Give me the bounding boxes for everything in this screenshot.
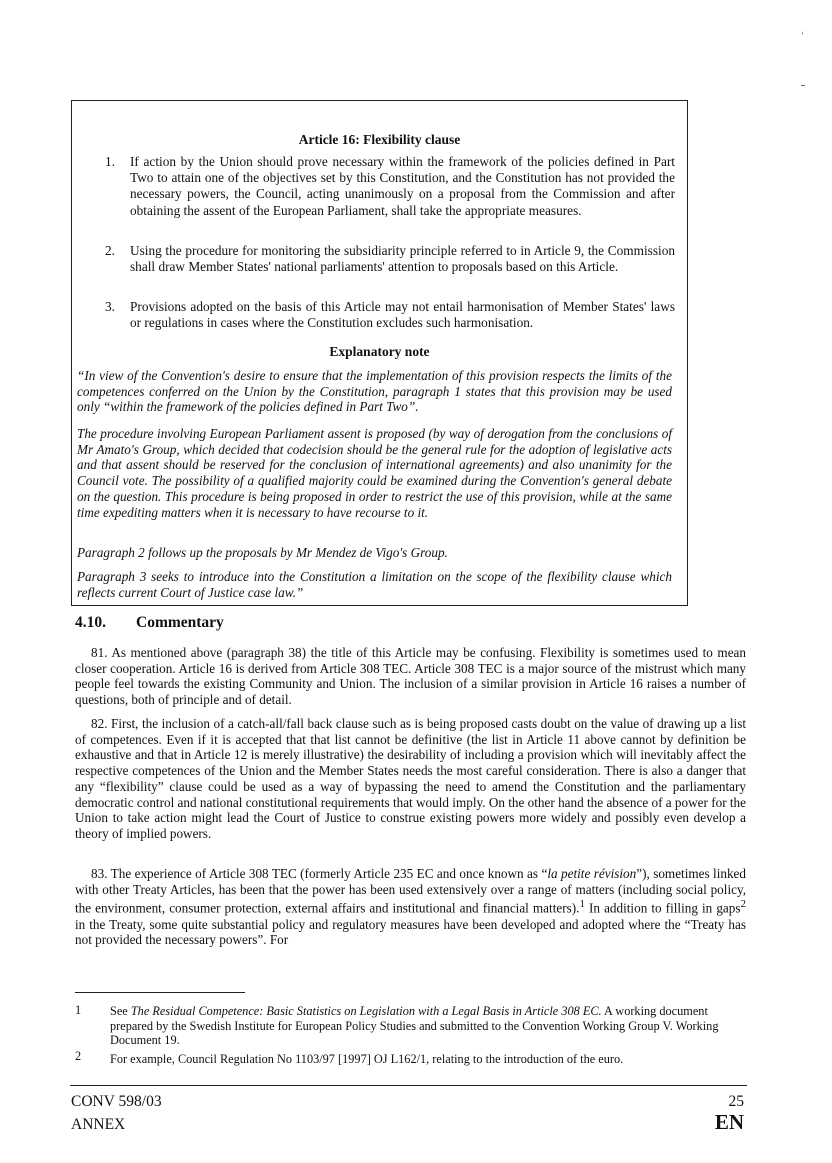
language-code: EN xyxy=(714,1110,744,1134)
item-number: 3. xyxy=(105,299,115,314)
item-text: If action by the Union should prove necessary within the framework of the policies defined in Part Two to attain one of the objectives set by this Constitution, and the Constitution has not provided the necessary powers, the Council, acting unanimously on a proposal from the Commission and after obtaining the assent of the European Parliament, shall take the appropriate measures. xyxy=(130,154,675,218)
page-number: 25 xyxy=(728,1093,744,1110)
section-title: Commentary xyxy=(136,614,224,631)
footnote-1-title: The Residual Competence: Basic Statistics on Legislation with a Legal Basis in Article 308 EC. xyxy=(130,1004,602,1018)
article-item-1 xyxy=(105,154,675,234)
paragraph-83 xyxy=(75,866,746,948)
scan-mark: ‘ xyxy=(801,30,804,40)
section-number: 4.10. xyxy=(75,614,106,631)
footnote-ref-2[interactable]: 2 xyxy=(740,898,746,911)
section-heading xyxy=(75,614,224,632)
explanatory-note-para-2: The procedure involving European Parliament assent is proposed (by way of derogation from the conclusions of Mr Amato's Group, which decided that codecision should be the general rule for the adoption of legislative acts and that assent should be reserved for the conclusion of international agreements) and also unanimity for the Council vote. The possibility of a qualified majority could be examined during the Convention's general debate on the question. This procedure is being proposed in order to restrict the use of this provision, while at the same time expediting matters when it is necessary to have recourse to it. xyxy=(77,426,672,520)
article-title: Article 16: Flexibility clause xyxy=(298,132,461,147)
article-item-2 xyxy=(105,243,675,291)
footnote-1-post: A working document prepared by the Swedish Institute for European Policy Studies and submitted to the Convention Working Group V. Working Document 19. xyxy=(110,1004,719,1047)
paragraph-82: 82. First, the inclusion of a catch-all/fall back clause such as is being proposed casts doubt on the value of drawing up a list of competences. Even if it is accepted that that list cannot be definitive (the list in Article 11 above cannot by definition be exhaustive and that in Article 12 is merely illustrative) the desirability of including a provision which will inevitably affect the respective competences of the Union and the Member States needs the most careful consideration. There is also a danger that any “flexibility” clause could be used as a way of bypassing the need to amend the Constitution and the parliamentary democratic control and national constitutional requirements that would imply. On the other hand the absence of a power for the Union to take action might lead the Court of Justice to construe existing powers more widely and possibly even develop a theory of implied powers. xyxy=(75,716,746,841)
explanatory-note-para-1: “In view of the Convention's desire to ensure that the implementation of this provision respects the limits of the competences conferred on the Union by the Constitution, paragraph 1 states that this provision may be used only “within the framework of the policies defined in Part Two”. xyxy=(77,368,672,415)
item-text: Using the procedure for monitoring the subsidiarity principle referred to in Article 9, the Commission shall draw Member States' national parliaments' attention to proposals based on this Article. xyxy=(130,243,675,275)
footnote-1-pre: See xyxy=(110,1004,131,1018)
paragraph-83-italic: la petite révision xyxy=(547,866,637,881)
scan-mark xyxy=(801,85,805,86)
paragraph-83-text-start: 83. The experience of Article 308 TEC (formerly Article 235 EC and once known as “ xyxy=(91,866,548,881)
footnote-1-mark: 1 xyxy=(75,1003,82,1017)
item-text: Provisions adopted on the basis of this Article may not entail harmonisation of Member States' laws or regulations in cases where the Constitution excludes such harmonisation. xyxy=(130,299,675,331)
item-number: 2. xyxy=(105,243,115,258)
footnote-separator xyxy=(75,992,245,993)
explanatory-note-para-4: Paragraph 3 seeks to introduce into the Constitution a limitation on the scope of the flexibility clause which reflects current Court of Justice case law.” xyxy=(77,569,672,600)
doc-reference: CONV 598/03 xyxy=(71,1093,162,1110)
paragraph-83-text-end: in the Treaty, some quite substantial policy and regulatory measures have been developed and adopted where the “Treaty has not provided the necessary powers”. For xyxy=(75,916,746,948)
paragraph-81: 81. As mentioned above (paragraph 38) the title of this Article may be confusing. Flexibility is sometimes used to mean closer cooperation. Article 16 is derived from Article 308 TEC. Article 308 TEC is a major source of the mistrust which many people feel towards the existing Community and Union. The inclusion of a similar provision in Article 16 raises a number of questions, both of principle and of detail. xyxy=(75,645,746,708)
paragraph-83-text-mid: ”), sometimes linked with other Treaty Articles, has been that the power has been used extensively over a range of matters (including social policy, the environment, consumer protection, external affairs and institutional and financial matters). xyxy=(75,866,747,916)
footnote-2-mark: 2 xyxy=(75,1049,82,1063)
item-number: 1. xyxy=(105,154,115,169)
article-item-3 xyxy=(105,299,675,331)
footnote-2: For example, Council Regulation No 1103/97 [1997] OJ L162/1, relating to the introduction of the euro. xyxy=(110,1052,624,1066)
footnote-ref-1[interactable]: 1 xyxy=(579,898,585,911)
paragraph-83-text-mid2: In addition to filling in gaps xyxy=(584,900,741,916)
footer-rule xyxy=(70,1085,747,1086)
annex-label: ANNEX xyxy=(71,1116,126,1133)
footnote-1 xyxy=(110,1004,740,1048)
explanatory-note-para-3: Paragraph 2 follows up the proposals by Mr Mendez de Vigo's Group. xyxy=(77,545,448,560)
explanatory-note-title: Explanatory note xyxy=(329,344,430,359)
